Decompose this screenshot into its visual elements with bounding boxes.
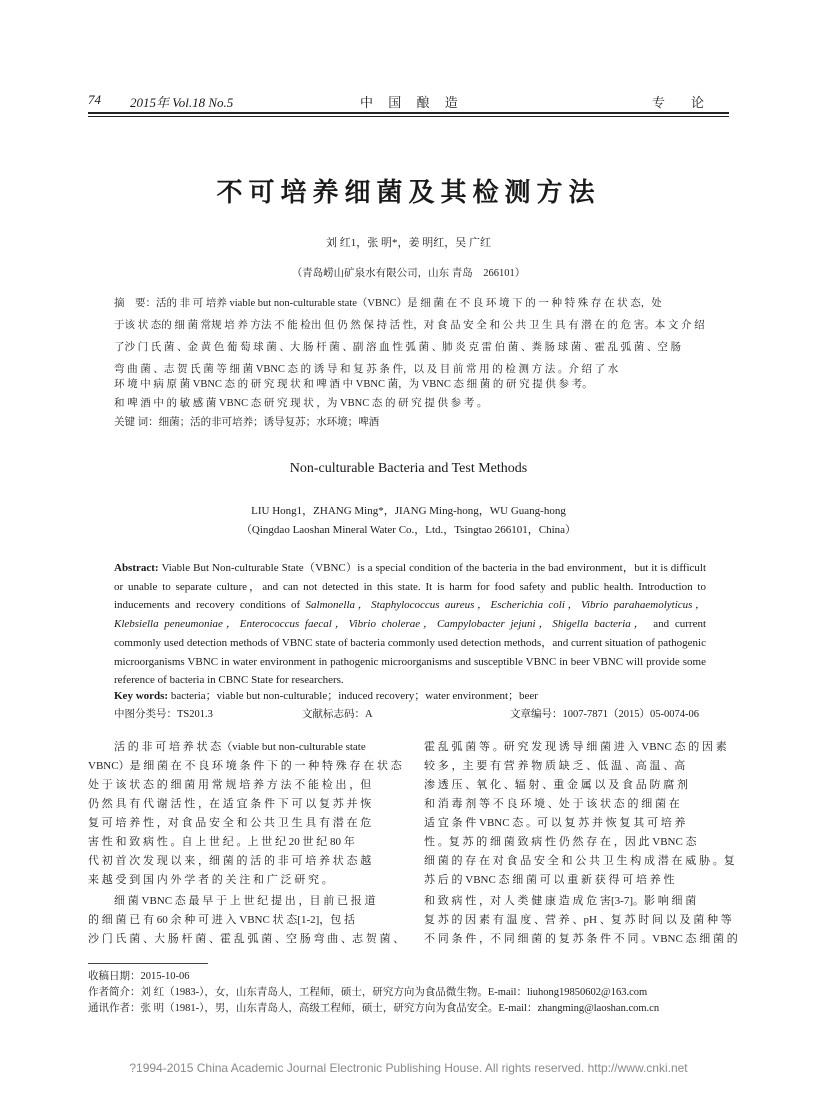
article-id: 文章编号：1007-7871（2015）05-0074-06 <box>510 709 699 720</box>
en-title: Non-culturable Bacteria and Test Methods <box>289 461 528 476</box>
body-left-line: 细 菌 VBNC 态 最 早 于 上 世 纪 提 出 ，目 前 已 报 道 <box>114 895 376 907</box>
body-left-line: VBNC）是 细 菌 在 不 良 环 境 条 件 下 的 一 种 特 殊 存 在 状 态 <box>88 760 402 772</box>
body-left-line: 仍 然 具 有 代 谢 活 性 ，在 适 宜 条 件 下 可 以 复 苏 并 恢 <box>88 798 372 810</box>
footnote-author: 作者简介：刘 红（1983-），女，山东青岛人，工程师，硕士，研究方向为食品微生物。E-mail：liuhong19850602@163.com <box>88 987 648 998</box>
body-right-line: 和 消 毒 剂 等 不 良 环 境 、处 于 该 状 态 的 细 菌 在 <box>424 798 680 810</box>
footnote-corresponding: 通讯作者：张 明（1981-），男，山东青岛人，高级工程师，硕士，研究方向为食品安全。E-mail：zhangming@laoshan.com.cn <box>88 1003 660 1014</box>
body-left-line: 的 细 菌 已 有 60 余 种 可 进 入 VBNC 状 态[1-2]，包 括 <box>88 914 356 926</box>
page-title: 不可培养细菌及其检测方法 <box>216 178 601 207</box>
body-right-line: 复 苏 的 因 素 有 温 度 、营 养 、pH 、复 苏 时 间 以 及 菌 种 等 <box>424 914 732 926</box>
footnote-received: 收稿日期：2015-10-06 <box>88 971 190 982</box>
header-rule <box>88 112 729 114</box>
body-left-line: 处 于 该 状 态 的 细 菌 用 常 规 培 养 方 法 不 能 检 出 ，但 <box>88 779 372 791</box>
cn-abstract-line: 摘 要：活的 非 可 培养 viable but non-culturable state（VBNC）是 细 菌 在 不 良 环 境 下 的 一 种 特 殊 存 在 状 态，处 <box>114 298 662 309</box>
body-left-line: 活 的 非 可 培 养 状 态（viable but non-culturable state <box>114 741 366 753</box>
page-number: 74 <box>88 92 101 107</box>
en-keywords <box>114 687 538 703</box>
keywords-label: Key words: <box>114 690 169 702</box>
cn-authors: 刘 红1，张 明*，姜 明红，吴 广红 <box>326 237 491 249</box>
en-authors: LIU Hong1，ZHANG Ming*，JIANG Ming-hong，WU Guang-hong <box>251 505 566 517</box>
body-right-line: 不 同 条 件 ，不 同 细 菌 的 复 苏 条 件 不 同 。VBNC 态 细 菌 的 <box>424 933 738 945</box>
section-name: 专 论 <box>652 95 705 110</box>
doc-code: 文献标志码：A <box>302 709 373 720</box>
cn-affiliation: （青岛崂山矿泉水有限公司，山东 青岛 266101） <box>291 268 526 279</box>
body-left-line: 来 越 受 到 国 内 外 学 者 的 关 注 和 广 泛 研 究 。 <box>88 874 333 886</box>
keywords-text: bacteria；viable but non-culturable；induced recovery；water environment；beer <box>170 690 538 702</box>
cn-keywords: 关键 词：细菌；活的非可培养；诱导复苏；水环境；啤酒 <box>114 417 380 428</box>
clc-number: 中图分类号：TS201.3 <box>114 709 213 720</box>
cn-abstract-line: 了沙 门 氏 菌 、金 黄 色 葡 萄 球 菌 、大 肠 杆 菌 、副 溶 血 性 弧 菌 、肺 炎 克 雷 伯 菌 、粪 肠 球 菌 、霍 乱 弧 菌 、空 肠 <box>114 342 681 353</box>
body-right-line: 适 宜 条 件 VBNC 态 。可 以 复 苏 并 恢 复 其 可 培 养 <box>424 817 686 829</box>
header-rule-thin <box>88 116 729 117</box>
abstract-label: Abstract: <box>114 562 159 574</box>
body-right-line: 性 。复 苏 的 细 菌 致 病 性 仍 然 存 在 ，因 此 VBNC 态 <box>424 836 697 848</box>
cn-abstract-line: 弯 曲 菌 、志 贺 氏 菌 等 细 菌 VBNC 态 的 诱 导 和 复 苏 条 件，以 及 目 前 常 用 的 检 测 方 法 。介 绍 了 水 <box>114 364 619 375</box>
body-left-line: 代 初 首 次 发 现 以 来 ，细 菌 的 活 的 非 可 培 养 状 态 越 <box>88 855 372 867</box>
cn-abstract-line: 于该 状 态的 细 菌 常规 培 养 方法 不 能 检出 但 仍 然 保 持 活 性，对 食 品 安 全 和 公 共 卫 生 具 有 潜 在 的 危 害。本 文 介 绍 <box>114 320 705 331</box>
body-right-line: 细 菌 的 存 在 对 食 品 安 全 和 公 共 卫 生 构 成 潜 在 威 胁 。复 <box>424 855 735 867</box>
body-right-line: 和 致 病 性 ，对 人 类 健 康 造 成 危 害[3-7]。影 响 细 菌 <box>424 895 697 907</box>
journal-name: 中 国 酿 造 <box>360 95 464 110</box>
cn-abstract-line: 环 境 中 病 原 菌 VBNC 态 的 研 究 现 状 和 啤 酒 中 VBNC 菌，为 VBNC 态 细 菌 的 研 究 提 供 参 考。 <box>114 379 593 390</box>
abstract-text-cont: and current commonly used detection methods of VBNC state of bacteria commonly used detection methods，and current situation of pathogenic microorganisms VBNC in water environment in pathogenic microorganisms and susceptible VBNC in beer VBNC will provide some reference of bacteria in CBNC State for researchers. <box>114 618 707 687</box>
body-right-line: 渗 透 压 、氧 化 、辐 射 、重 金 属 以 及 食 品 防 腐 剂 <box>424 779 688 791</box>
abstract-text: Viable But Non-culturable State（VBNC）is a special condition of the bacteria in the bad environment，but it is difficult or unable to separate culture，and can not detected in this state. It is harm for food safety and public health. Introduction to inducements and recovery conditions of <box>114 562 706 612</box>
en-abstract <box>114 559 706 690</box>
issue-info: 2015年 Vol.18 No.5 <box>130 95 234 110</box>
body-left-line: 沙 门 氏 菌 、大 肠 杆 菌 、霍 乱 弧 菌 、空 肠 弯 曲 、志 贺 菌 、 <box>88 933 405 945</box>
cn-abstract-line: 和 啤 酒 中 的 敏 感 菌 VBNC 态 研 究 现 状 ，为 VBNC 态 的 研 究 提 供 参 考 。 <box>114 398 488 409</box>
body-right-line: 霍 乱 弧 菌 等 。研 究 发 现 诱 导 细 菌 进 入 VBNC 态 的 因 素 <box>424 741 727 753</box>
body-left-line: 复 可 培 养 性 ，对 食 品 安 全 和 公 共 卫 生 具 有 潜 在 危 <box>88 817 372 829</box>
abstract-organisms: Salmonella，Staphylococcus aureus，Escherichia coli，Vibrio parahaemolyticus，Klebsiella peneumoniae，Enterococcus faecal，Vibrio cholerae，Campylobacter jejuni，Shigella bacteria， <box>114 599 706 631</box>
footnote-rule <box>88 963 208 964</box>
en-affiliation: （Qingdao Laoshan Mineral Water Co.，Ltd.，Tsingtao 266101，China） <box>240 524 577 536</box>
body-right-line: 苏 后 的 VBNC 态 细 菌 可 以 重 新 获 得 可 培 养 性 <box>424 874 675 886</box>
body-right-line: 较 多 ，主 要 有 营 养 物 质 缺 乏 、低 温 、高 温 、高 <box>424 760 686 772</box>
body-left-line: 害 性 和 致 病 性 。自 上 世 纪 。上 世 纪 20 世 纪 80 年 <box>88 836 355 848</box>
copyright-notice: ?1994-2015 China Academic Journal Electronic Publishing House. All rights reserved. http://www.cnki.net <box>129 1061 688 1075</box>
